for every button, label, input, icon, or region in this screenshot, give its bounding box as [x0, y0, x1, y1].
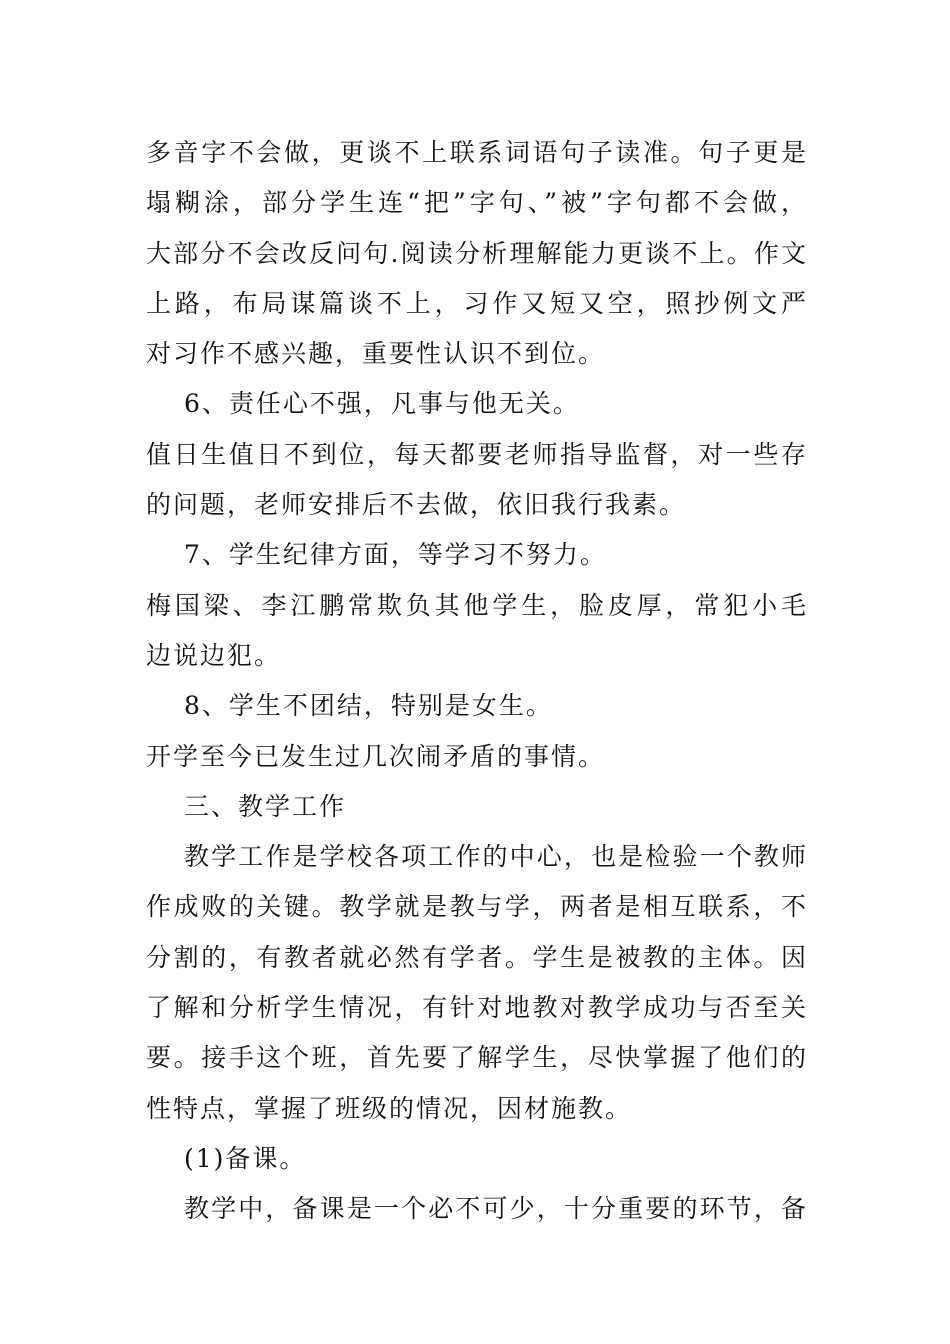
document-page: [146, 128, 808, 1235]
section-heading: 三、教学工作: [184, 791, 347, 821]
text-line: 大部分不会改反问句.阅读分析理解能力更谈不上。作文: [146, 238, 808, 268]
text-line: 教学中，备课是一个必不可少，十分重要的环节，备: [184, 1194, 808, 1224]
text-line: 性特点，掌握了班级的情况，因材施教。: [146, 1093, 633, 1123]
text-line: 分割的，有教者就必然有学者。学生是被教的主体。因: [146, 942, 808, 972]
text-line: 要。接手这个班，首先要了解学生，尽快掌握了他们的: [146, 1043, 808, 1073]
text-line: 作成败的关键。教学就是教与学，两者是相互联系，不: [146, 892, 808, 922]
section-heading: 8、学生不团结，特别是女生。: [184, 691, 553, 721]
text-line: 边说边犯。: [146, 640, 282, 670]
text-line: 对习作不感兴趣，重要性认识不到位。: [146, 339, 606, 369]
text-line: 教学工作是学校各项工作的中心，也是检验一个教师: [184, 842, 808, 872]
text-line: 梅国梁、李江鹏常欺负其他学生，脸皮厚，常犯小毛: [146, 590, 808, 620]
section-heading: 7、学生纪律方面，等学习不努力。: [184, 540, 607, 570]
text-line: 的问题，老师安排后不去做，依旧我行我素。: [146, 490, 687, 520]
text-line: 多音字不会做，更谈不上联系词语句子读准。句子更是: [146, 138, 808, 167]
text-line: 塌糊涂，部分学生连“把”字句、”被”字句都不会做，: [146, 188, 808, 218]
text-line: 开学至今已发生过几次闹矛盾的事情。: [146, 741, 606, 771]
text-line: 了解和分析学生情况，有针对地教对教学成功与否至关: [146, 993, 808, 1023]
section-heading: (1)备课。: [184, 1143, 307, 1173]
text-line: 值日生值日不到位，每天都要老师指导监督，对一些存: [146, 439, 808, 469]
section-heading: 6、责任心不强，凡事与他无关。: [184, 389, 580, 419]
text-line: 上路，布局谋篇谈不上，习作又短又空，照抄例文严: [146, 288, 808, 318]
